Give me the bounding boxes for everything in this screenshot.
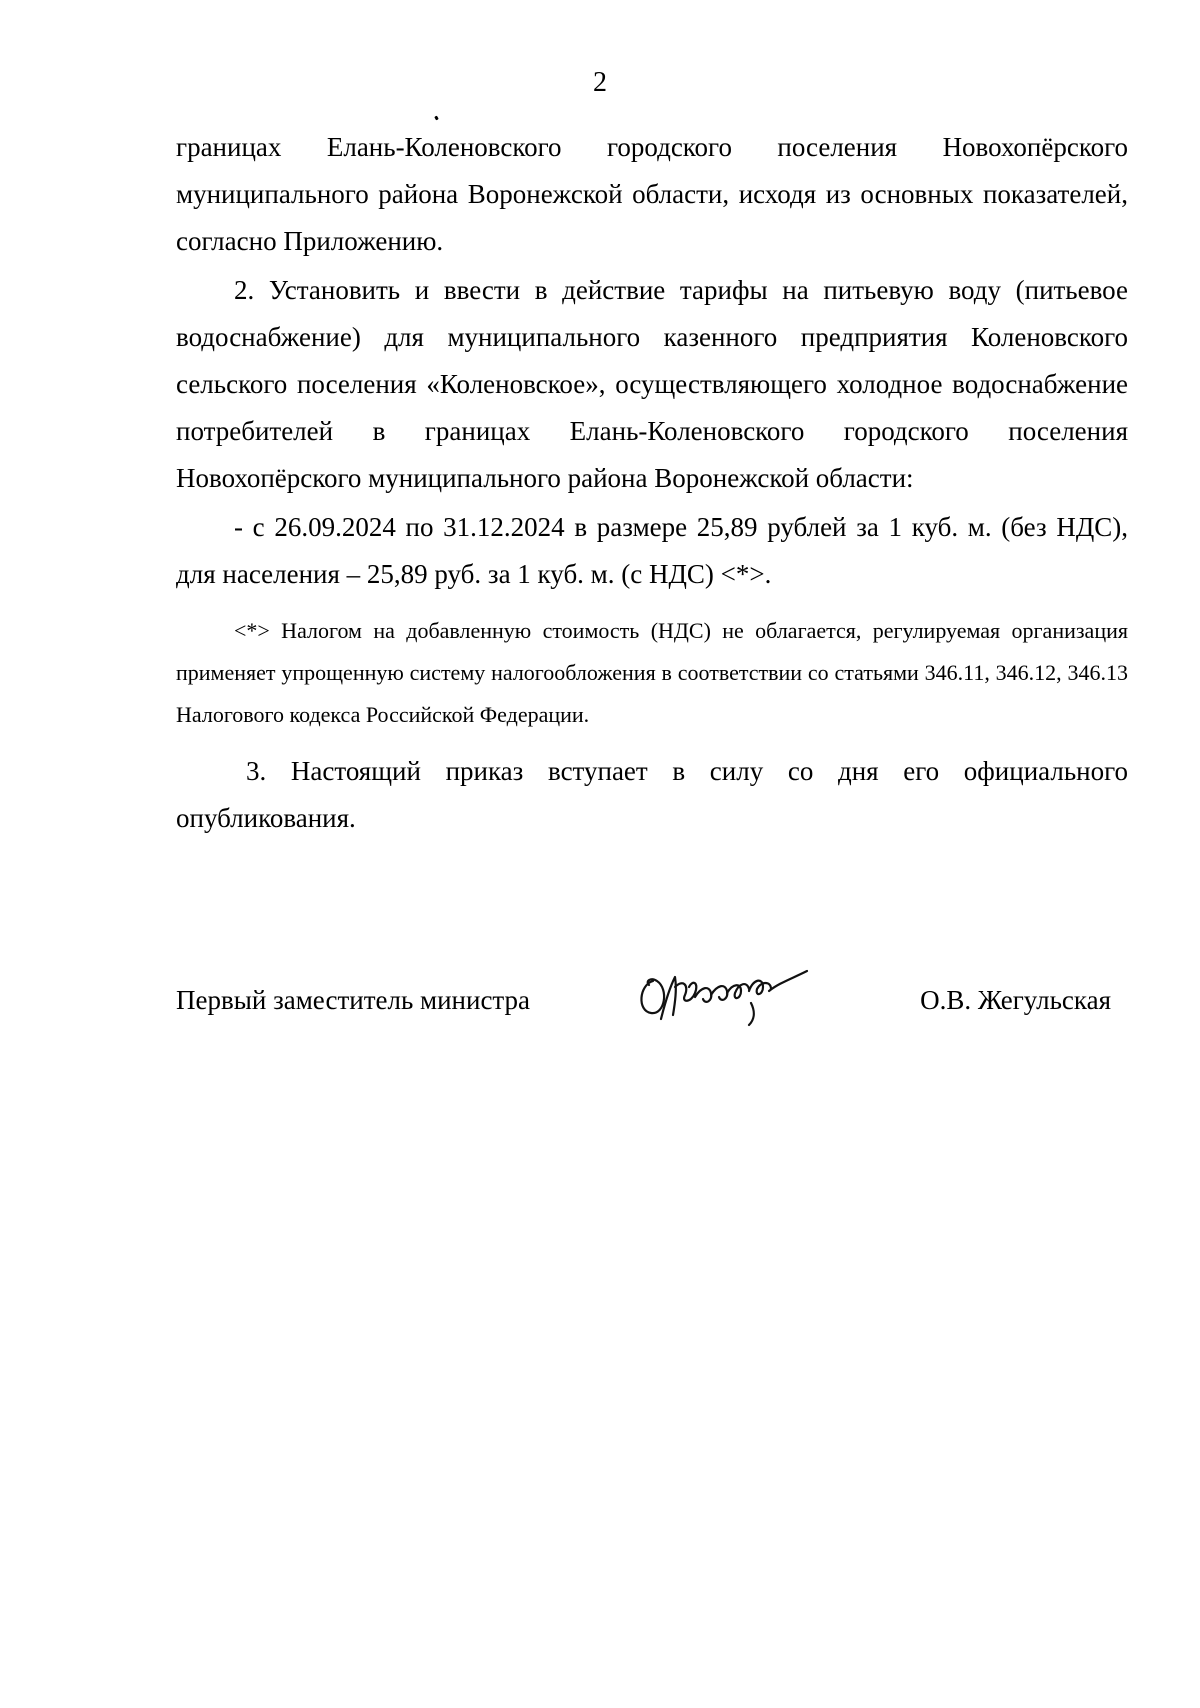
paragraph-item-2: 2. Установить и ввести в действие тарифы на питьевую воду (питьевое водоснабжение) для муниципального казенного предприятия Коленовского сельского поселения «Коленовское», осуществляющего холодное водоснабжение потребителей в границах Елань-Коленовского городского поселения Новохопёрского муниципального района Воронежской области:	[176, 275, 1128, 493]
paragraph-tariff: - с 26.09.2024 по 31.12.2024 в размере 25,89 рублей за 1 куб. м. (без НДС), для населения – 25,89 руб. за 1 куб. м. (с НДС) <*>.	[176, 512, 1128, 589]
stray-mark	[434, 116, 439, 121]
footnote: <*> Налогом на добавленную стоимость (НДС) не облагается, регулируемая организация применяет упрощенную систему налогообложения в соответствии со статьями 346.11, 346.12, 346.13 Налогового кодекса Российской Федерации.	[176, 618, 1128, 727]
page-number: 2	[593, 67, 607, 98]
paragraph-continuation: границах Елань-Коленовского городского поселения Новохопёрского муниципального района Воронежской области, исходя из основных показателей, согласно Приложению.	[176, 132, 1128, 256]
handwritten-signature	[631, 959, 821, 1027]
signature-block	[176, 975, 1111, 1035]
document-body	[176, 124, 1128, 842]
paragraph-item-3: 3. Настоящий приказ вступает в силу со дня его официального опубликования.	[176, 756, 1128, 833]
signer-position: Первый заместитель министра	[176, 985, 531, 1015]
signer-name: О.В. Жегульская	[920, 985, 1111, 1015]
